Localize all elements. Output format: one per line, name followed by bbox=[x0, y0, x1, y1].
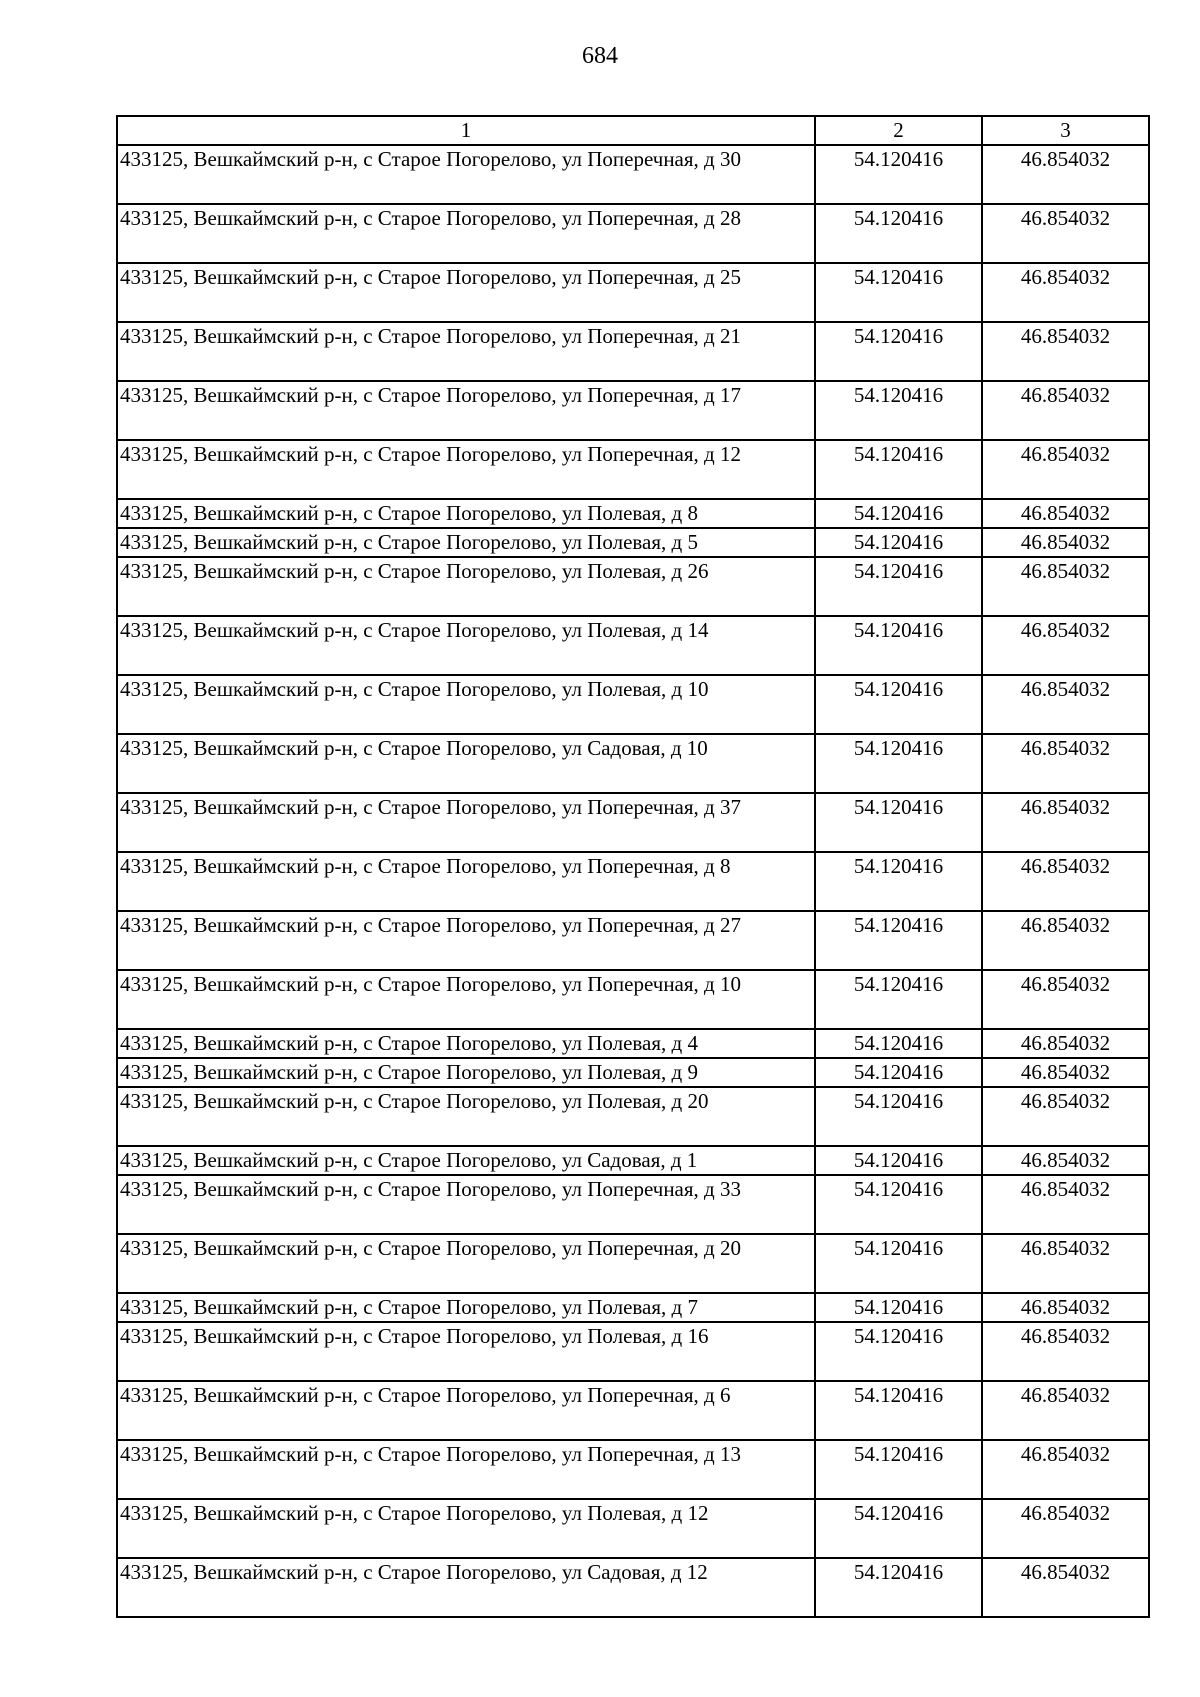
address-cell: 433125, Вешкаймский р-н, с Старое Погорелово, ул Поперечная, д 37 bbox=[117, 793, 815, 852]
longitude-cell: 46.854032 bbox=[982, 1440, 1149, 1499]
column-header-3: 3 bbox=[982, 116, 1149, 145]
table-row bbox=[117, 734, 1149, 793]
latitude-cell: 54.120416 bbox=[815, 528, 982, 557]
longitude-cell: 46.854032 bbox=[982, 528, 1149, 557]
address-cell: 433125, Вешкаймский р-н, с Старое Погорелово, ул Поперечная, д 30 bbox=[117, 145, 815, 204]
longitude-cell: 46.854032 bbox=[982, 1175, 1149, 1234]
latitude-cell: 54.120416 bbox=[815, 322, 982, 381]
column-header-2: 2 bbox=[815, 116, 982, 145]
address-cell: 433125, Вешкаймский р-н, с Старое Погорелово, ул Полевая, д 26 bbox=[117, 557, 815, 616]
latitude-cell: 54.120416 bbox=[815, 440, 982, 499]
table-body bbox=[117, 145, 1149, 1617]
latitude-cell: 54.120416 bbox=[815, 1234, 982, 1293]
table-row bbox=[117, 1440, 1149, 1499]
longitude-cell: 46.854032 bbox=[982, 1381, 1149, 1440]
address-cell: 433125, Вешкаймский р-н, с Старое Погорелово, ул Полевая, д 8 bbox=[117, 499, 815, 528]
longitude-cell: 46.854032 bbox=[982, 1029, 1149, 1058]
address-coordinates-table bbox=[116, 115, 1150, 1618]
table-row bbox=[117, 263, 1149, 322]
table-row bbox=[117, 381, 1149, 440]
table-row bbox=[117, 1381, 1149, 1440]
table-row bbox=[117, 1087, 1149, 1146]
latitude-cell: 54.120416 bbox=[815, 1499, 982, 1558]
table-row bbox=[117, 852, 1149, 911]
latitude-cell: 54.120416 bbox=[815, 381, 982, 440]
address-cell: 433125, Вешкаймский р-н, с Старое Погорелово, ул Садовая, д 1 bbox=[117, 1146, 815, 1175]
latitude-cell: 54.120416 bbox=[815, 970, 982, 1029]
table-row bbox=[117, 911, 1149, 970]
table-row bbox=[117, 204, 1149, 263]
latitude-cell: 54.120416 bbox=[815, 1029, 982, 1058]
longitude-cell: 46.854032 bbox=[982, 1499, 1149, 1558]
table-row bbox=[117, 322, 1149, 381]
longitude-cell: 46.854032 bbox=[982, 675, 1149, 734]
longitude-cell: 46.854032 bbox=[982, 499, 1149, 528]
latitude-cell: 54.120416 bbox=[815, 1175, 982, 1234]
table-row bbox=[117, 145, 1149, 204]
longitude-cell: 46.854032 bbox=[982, 1058, 1149, 1087]
longitude-cell: 46.854032 bbox=[982, 204, 1149, 263]
address-cell: 433125, Вешкаймский р-н, с Старое Погорелово, ул Садовая, д 10 bbox=[117, 734, 815, 793]
table-row bbox=[117, 1293, 1149, 1322]
address-cell: 433125, Вешкаймский р-н, с Старое Погорелово, ул Садовая, д 12 bbox=[117, 1558, 815, 1617]
longitude-cell: 46.854032 bbox=[982, 970, 1149, 1029]
latitude-cell: 54.120416 bbox=[815, 1058, 982, 1087]
address-cell: 433125, Вешкаймский р-н, с Старое Погорелово, ул Полевая, д 12 bbox=[117, 1499, 815, 1558]
address-cell: 433125, Вешкаймский р-н, с Старое Погорелово, ул Поперечная, д 27 bbox=[117, 911, 815, 970]
longitude-cell: 46.854032 bbox=[982, 1322, 1149, 1381]
latitude-cell: 54.120416 bbox=[815, 263, 982, 322]
address-cell: 433125, Вешкаймский р-н, с Старое Погорелово, ул Поперечная, д 20 bbox=[117, 1234, 815, 1293]
latitude-cell: 54.120416 bbox=[815, 911, 982, 970]
header-row bbox=[117, 116, 1149, 145]
latitude-cell: 54.120416 bbox=[815, 734, 982, 793]
address-cell: 433125, Вешкаймский р-н, с Старое Погорелово, ул Поперечная, д 33 bbox=[117, 1175, 815, 1234]
longitude-cell: 46.854032 bbox=[982, 852, 1149, 911]
address-cell: 433125, Вешкаймский р-н, с Старое Погорелово, ул Поперечная, д 12 bbox=[117, 440, 815, 499]
address-cell: 433125, Вешкаймский р-н, с Старое Погорелово, ул Полевая, д 14 bbox=[117, 616, 815, 675]
address-cell: 433125, Вешкаймский р-н, с Старое Погорелово, ул Поперечная, д 13 bbox=[117, 1440, 815, 1499]
longitude-cell: 46.854032 bbox=[982, 1146, 1149, 1175]
table-row bbox=[117, 557, 1149, 616]
longitude-cell: 46.854032 bbox=[982, 1558, 1149, 1617]
latitude-cell: 54.120416 bbox=[815, 1440, 982, 1499]
longitude-cell: 46.854032 bbox=[982, 440, 1149, 499]
address-cell: 433125, Вешкаймский р-н, с Старое Погорелово, ул Полевая, д 10 bbox=[117, 675, 815, 734]
address-cell: 433125, Вешкаймский р-н, с Старое Погорелово, ул Полевая, д 20 bbox=[117, 1087, 815, 1146]
longitude-cell: 46.854032 bbox=[982, 557, 1149, 616]
table-row bbox=[117, 1499, 1149, 1558]
table-row bbox=[117, 1558, 1149, 1617]
longitude-cell: 46.854032 bbox=[982, 616, 1149, 675]
address-cell: 433125, Вешкаймский р-н, с Старое Погорелово, ул Поперечная, д 28 bbox=[117, 204, 815, 263]
latitude-cell: 54.120416 bbox=[815, 145, 982, 204]
longitude-cell: 46.854032 bbox=[982, 1234, 1149, 1293]
table-row bbox=[117, 793, 1149, 852]
longitude-cell: 46.854032 bbox=[982, 322, 1149, 381]
longitude-cell: 46.854032 bbox=[982, 734, 1149, 793]
longitude-cell: 46.854032 bbox=[982, 911, 1149, 970]
address-cell: 433125, Вешкаймский р-н, с Старое Погорелово, ул Поперечная, д 10 bbox=[117, 970, 815, 1029]
latitude-cell: 54.120416 bbox=[815, 204, 982, 263]
longitude-cell: 46.854032 bbox=[982, 263, 1149, 322]
table-row bbox=[117, 1175, 1149, 1234]
longitude-cell: 46.854032 bbox=[982, 1293, 1149, 1322]
latitude-cell: 54.120416 bbox=[815, 1381, 982, 1440]
latitude-cell: 54.120416 bbox=[815, 1558, 982, 1617]
table-row bbox=[117, 970, 1149, 1029]
table-row bbox=[117, 1029, 1149, 1058]
latitude-cell: 54.120416 bbox=[815, 852, 982, 911]
longitude-cell: 46.854032 bbox=[982, 1087, 1149, 1146]
column-header-1: 1 bbox=[117, 116, 815, 145]
latitude-cell: 54.120416 bbox=[815, 1293, 982, 1322]
address-cell: 433125, Вешкаймский р-н, с Старое Погорелово, ул Поперечная, д 17 bbox=[117, 381, 815, 440]
address-cell: 433125, Вешкаймский р-н, с Старое Погорелово, ул Полевая, д 4 bbox=[117, 1029, 815, 1058]
latitude-cell: 54.120416 bbox=[815, 557, 982, 616]
table-row bbox=[117, 528, 1149, 557]
latitude-cell: 54.120416 bbox=[815, 616, 982, 675]
table-row bbox=[117, 1322, 1149, 1381]
table-row bbox=[117, 1234, 1149, 1293]
address-cell: 433125, Вешкаймский р-н, с Старое Погорелово, ул Поперечная, д 6 bbox=[117, 1381, 815, 1440]
longitude-cell: 46.854032 bbox=[982, 381, 1149, 440]
address-cell: 433125, Вешкаймский р-н, с Старое Погорелово, ул Поперечная, д 21 bbox=[117, 322, 815, 381]
table-row bbox=[117, 499, 1149, 528]
longitude-cell: 46.854032 bbox=[982, 793, 1149, 852]
latitude-cell: 54.120416 bbox=[815, 1322, 982, 1381]
address-cell: 433125, Вешкаймский р-н, с Старое Погорелово, ул Полевая, д 5 bbox=[117, 528, 815, 557]
table-row bbox=[117, 440, 1149, 499]
address-cell: 433125, Вешкаймский р-н, с Старое Погорелово, ул Полевая, д 9 bbox=[117, 1058, 815, 1087]
table-row bbox=[117, 1146, 1149, 1175]
longitude-cell: 46.854032 bbox=[982, 145, 1149, 204]
address-cell: 433125, Вешкаймский р-н, с Старое Погорелово, ул Поперечная, д 25 bbox=[117, 263, 815, 322]
address-cell: 433125, Вешкаймский р-н, с Старое Погорелово, ул Полевая, д 16 bbox=[117, 1322, 815, 1381]
page-number: 684 bbox=[582, 43, 618, 69]
address-cell: 433125, Вешкаймский р-н, с Старое Погорелово, ул Поперечная, д 8 bbox=[117, 852, 815, 911]
latitude-cell: 54.120416 bbox=[815, 499, 982, 528]
latitude-cell: 54.120416 bbox=[815, 1146, 982, 1175]
table-row bbox=[117, 616, 1149, 675]
latitude-cell: 54.120416 bbox=[815, 793, 982, 852]
table-row bbox=[117, 675, 1149, 734]
latitude-cell: 54.120416 bbox=[815, 1087, 982, 1146]
table-row bbox=[117, 1058, 1149, 1087]
address-cell: 433125, Вешкаймский р-н, с Старое Погорелово, ул Полевая, д 7 bbox=[117, 1293, 815, 1322]
latitude-cell: 54.120416 bbox=[815, 675, 982, 734]
